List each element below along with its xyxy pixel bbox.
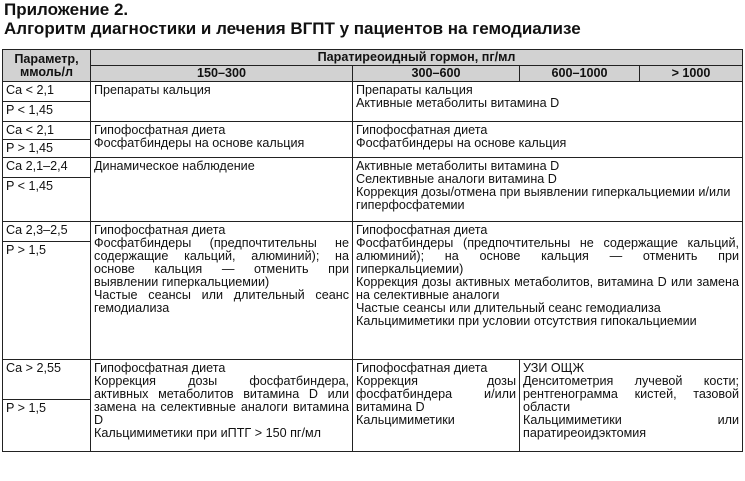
header-col-600-1000: 600–1000 [520,66,640,82]
param-ca: Ca 2,3–2,5 [3,222,91,242]
cell-text: Гипофосфатная диета [94,361,226,375]
cell-text: Фосфатбиндеры на основе кальция [356,136,567,150]
cell-150-300 [91,222,353,360]
cell-text: Гипофосфатная диета [94,123,226,137]
header-param: Параметр, ммоль/л [3,50,91,82]
cell-text: Динамическое наблюдение [94,159,255,173]
cell-300-plus [353,158,743,222]
cell-text: Гипофосфатная диета [94,223,226,237]
cell-300-plus [353,122,743,158]
cell-text: Селективные аналоги витамина D [356,172,557,186]
header-col-150-300: 150–300 [91,66,353,82]
cell-text: Активные метаболиты витамина D [356,159,560,173]
cell-text: Препараты кальция [356,83,473,97]
cell-300-plus [353,222,743,360]
cell-300-600 [353,360,520,452]
cell-text: Гипофосфатная диета [356,361,488,375]
cell-text: Препараты кальция [94,83,211,97]
cell-300-plus [353,82,743,122]
cell-600-plus [520,360,743,452]
param-p: P < 1,45 [3,102,91,122]
cell-text: Кальцимиметики или паратиреоидэктомия [523,413,739,440]
cell-150-300 [91,360,353,452]
cell-text: Активные метаболиты витамина D [356,96,560,110]
param-ca: Ca < 2,1 [3,122,91,140]
table-row [3,158,743,178]
param-ca: Ca > 2,55 [3,360,91,400]
cell-text: Денситометрия лучевой кости; рентгенограмма кистей, тазовой области [523,374,739,414]
cell-text: Частые сеансы или длительный сеанс гемодиализа [356,301,661,315]
param-p: P > 1,5 [3,242,91,360]
param-ca: Ca < 2,1 [3,82,91,102]
cell-text: Кальцимиметики при условии отсутствия гипокальциемии [356,314,697,328]
cell-text: УЗИ ОЩЖ [523,361,585,375]
cell-text: Коррекция дозы/отмена при выявлении гиперкальциемии и/или гиперфосфатемии [356,185,731,212]
param-p: P < 1,45 [3,178,91,222]
param-p: P > 1,5 [3,400,91,452]
treatment-algorithm-table [2,49,743,452]
cell-text: Коррекция дозы фосфатбиндера, активных метаболитов витамина D или замена на селективные аналоги витамина D [94,374,349,427]
param-ca: Ca 2,1–2,4 [3,158,91,178]
param-p: P > 1,45 [3,140,91,158]
header-pth: Паратиреоидный гормон, пг/мл [91,50,743,66]
cell-text: Коррекция дозы активных метаболитов, витамина D или замена на селективные аналоги [356,275,739,302]
cell-text: Фосфатбиндеры на основе кальция [94,136,305,150]
header-col-300-600: 300–600 [353,66,520,82]
cell-text: Кальцимиметики [356,413,455,427]
cell-150-300 [91,122,353,158]
title-line-2: Алгоритм диагностики и лечения ВГПТ у пациентов на гемодиализе [4,19,581,38]
cell-150-300 [91,158,353,222]
table-row [3,82,743,102]
title-line-1: Приложение 2. [4,0,129,19]
page-title [4,0,581,38]
header-col-gt-1000: > 1000 [640,66,743,82]
cell-text: Гипофосфатная диета [356,123,488,137]
cell-text: Фосфатбиндеры (предпочтительны не содержащие кальций, алюминий); на основе кальция — отменить при гиперкальциемии) [356,236,739,276]
cell-text: Кальцимиметики при иПТГ > 150 пг/мл [94,426,322,440]
cell-text: Гипофосфатная диета [356,223,488,237]
cell-text: Частые сеансы или длительный сеанс гемодиализа [94,288,349,315]
cell-text: Коррекция дозы фосфатбиндера и/или витамина D [356,374,516,414]
cell-150-300 [91,82,353,122]
cell-text: Фосфатбиндеры (предпочтительны не содержащие кальций, алюминий); на основе кальция — отменить при выявлении гиперкальциемии) [94,236,349,289]
table-row [3,222,743,242]
header-row-1 [3,50,743,66]
table-row [3,122,743,140]
header-row-2 [3,66,743,82]
table-row [3,360,743,400]
